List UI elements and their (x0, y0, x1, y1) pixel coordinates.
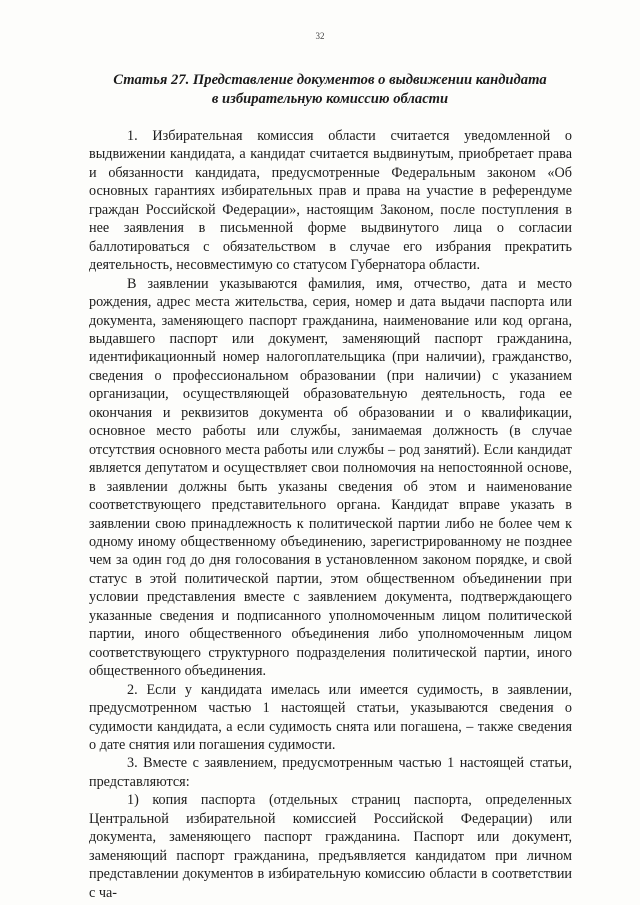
article-body (89, 127, 572, 902)
paragraph-part-3: 3. Вместе с заявлением, предусмотренным частью 1 настоящей статьи, представляются: (89, 755, 572, 790)
article-title-line-2: в избирательную комиссию области (211, 91, 449, 107)
article-title (100, 71, 560, 109)
paragraph-part-2: 2. Если у кандидата имелась или имеется судимость, в заявлении, предусмотренном частью 1 настоящей статьи, указываются сведения о судимости кандидата, а если судимость снята или погашена, – также сведения о дате снятия или погашения судимости. (89, 681, 572, 753)
page-number: 32 (315, 31, 325, 41)
paragraph-part-1: 1. Избирательная комиссия области считается уведомленной о выдвижении кандидата, а кандидат считается выдвинутым, приобретает права и обязанности кандидата, предусмотренные Федеральным законом «Об основных гарантиях избирательных прав и права на участие в референдуме граждан Российской Федерации», настоящим Законом, после поступления в нее заявления в письменной форме выдвинутого лица о согласии баллотироваться с обязательством в случае его избрания прекратить деятельность, несовместимую со статусом Губернатора области. (89, 128, 572, 274)
paragraph-item-1: 1) копия паспорта (отдельных страниц паспорта, определенных Центральной избирательной комиссией Российской Федерации) или документа, заменяющего паспорт гражданина. Паспорт или документ, заменяющий паспорт гражданина, предъявляется кандидатом при личном представлении документов в избирательную комиссию области в соответствии с ча- (89, 792, 572, 901)
paragraph-application-contents: В заявлении указываются фамилия, имя, отчество, дата и место рождения, адрес места жительства, серия, номер и дата выдачи паспорта или документа, заменяющего паспорт гражданина, наименование или код органа, выдавшего паспорт или документ, заменяющий паспорт гражданина, идентификационный номер налогоплательщика (при наличии), гражданство, сведения о профессиональном образовании (при наличии) с указанием организации, осуществляющей образовательную деятельность, года ее окончания и реквизитов документа об образовании и о квалификации, основное место работы или службы, занимаемая должность (в случае отсутствия основного места работы или службы – род занятий). Если кандидат является депутатом и осуществляет свои полномочия на непостоянной основе, в заявлении должны быть указаны сведения об этом и наименование соответствующего представительного органа. Кандидат вправе указать в заявлении свою принадлежность к политической партии либо не более чем к одному иному общественному объединению, зарегистрированному не позднее чем за один год до дня голосования в установленном законом порядке, и свой статус в этой политической партии, этом общественном объединении при условии представления вместе с заявлением документа, подтверждающего указанные сведения и подписанного уполномоченным лицом политической партии, иного общественного объединения либо уполномоченным лицом соответствующего структурного подразделения политической партии, иного общественного объединения. (89, 275, 572, 680)
article-title-line-1: Статья 27. Представление документов о выдвижении кандидата (113, 72, 547, 88)
